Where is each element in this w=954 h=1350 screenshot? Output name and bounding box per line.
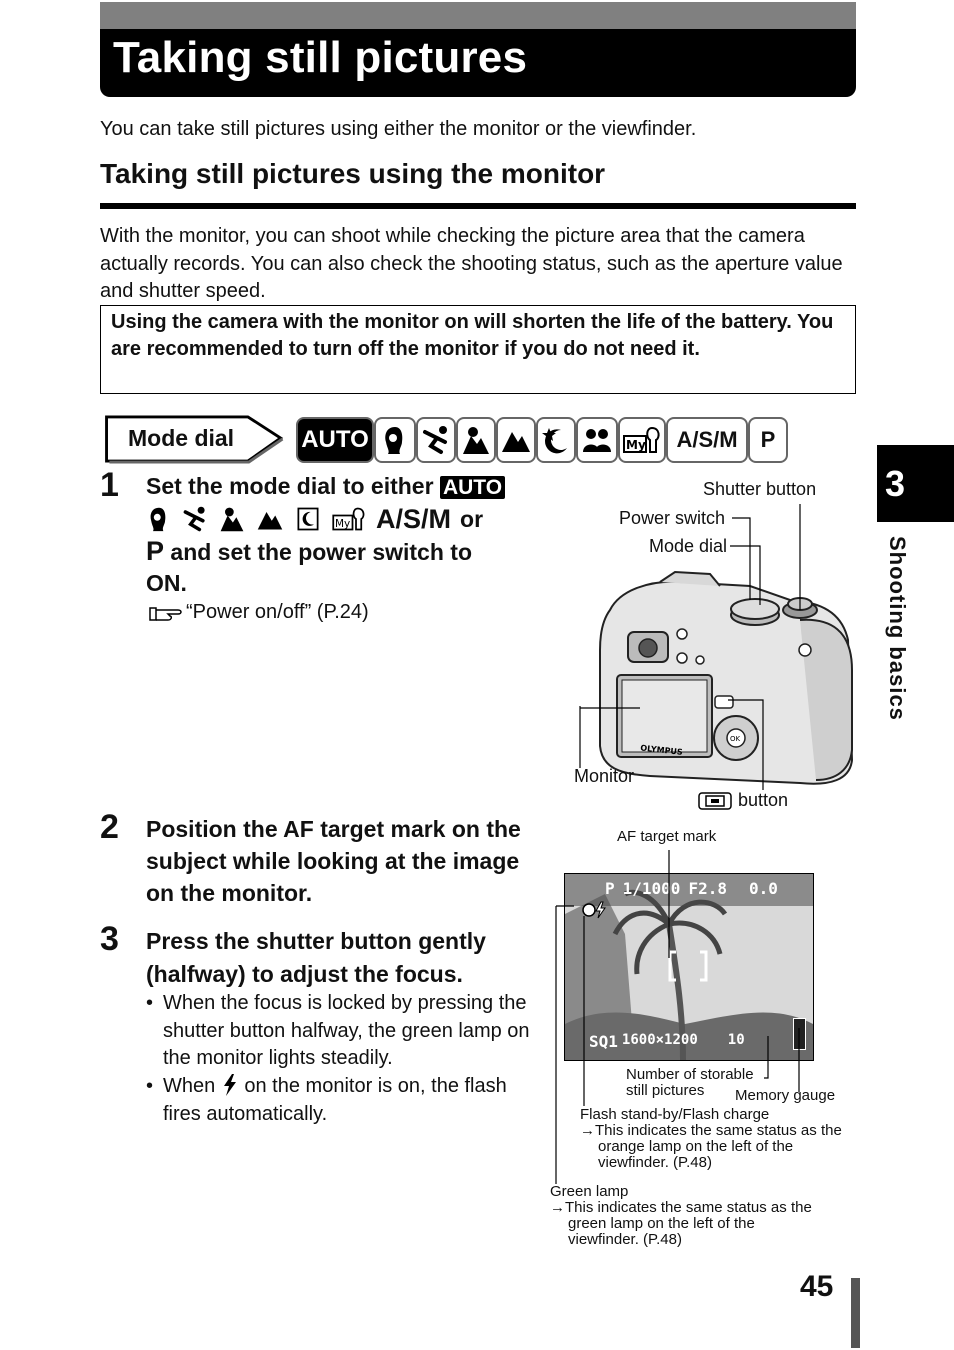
step-1-asm: A/S/M bbox=[376, 503, 452, 534]
step-1-p: P bbox=[146, 536, 165, 566]
bullet-marker-1: • bbox=[146, 992, 154, 1014]
bullet-2-post: on the monitor is on, the flash fires automatically. bbox=[163, 1075, 507, 1125]
flash-icon bbox=[221, 1073, 239, 1097]
step-1-line-3 bbox=[146, 535, 472, 568]
monitor-mode: P bbox=[605, 879, 615, 898]
svg-text:My: My bbox=[335, 517, 351, 530]
landscape-mode-icon bbox=[496, 417, 536, 463]
intro-text: You can take still pictures using either the monitor or the viewfinder. bbox=[100, 118, 697, 140]
title-banner bbox=[100, 2, 856, 97]
landscape-icon bbox=[255, 505, 285, 533]
button-label-text: button bbox=[738, 790, 789, 810]
svg-text:My: My bbox=[626, 438, 646, 452]
camera-brand: OLYMPUS bbox=[639, 743, 684, 757]
program-mode-icon: P bbox=[748, 417, 788, 463]
night-scene-icon bbox=[294, 505, 322, 533]
landscape-portrait-mode-icon bbox=[456, 417, 496, 463]
step-1-line-2 bbox=[146, 503, 483, 535]
mode-dial-callout-label: Mode dial bbox=[649, 536, 728, 556]
step-3-number: 3 bbox=[100, 920, 119, 958]
title-banner-topbar bbox=[100, 2, 856, 29]
warning-text: Using the camera with the monitor on will shorten the life of the battery. You are recommended to turn off the monitor if you do not need it. bbox=[111, 311, 834, 360]
auto-mode-icon: AUTO bbox=[296, 417, 374, 463]
page-title: Taking still pictures bbox=[113, 33, 528, 82]
monitor-record-mode: SQ1 bbox=[589, 1032, 618, 1051]
step-3-bullet-1: When the focus is locked by pressing the shutter button halfway, the green lamp on the monitor lights steadily. bbox=[163, 992, 530, 1069]
step-2-text: Position the AF target mark on the subject while looking at the image on the monitor. bbox=[146, 816, 521, 906]
sport-icon bbox=[181, 505, 209, 533]
memory-gauge-label: Memory gauge bbox=[735, 1087, 836, 1104]
step-3-bullet-2 bbox=[163, 1073, 533, 1128]
mode-dial-label: Mode dial bbox=[128, 425, 235, 451]
self-portrait-mode-icon bbox=[576, 417, 618, 463]
portrait-icon bbox=[146, 505, 172, 533]
section-body: With the monitor, you can shoot while checking the picture area that the camera actually records. You can also check the shooting status, such as the aperture value and shutter speed. bbox=[100, 225, 843, 302]
shutter-button-label: Shutter button bbox=[703, 479, 817, 499]
green-lamp-desc: →This indicates the same status as the green lamp on the left of the viewfinder. (P.48) bbox=[550, 1199, 812, 1248]
night-scene-mode-icon bbox=[536, 417, 576, 463]
flash-standby-title: Flash stand-by/Flash charge bbox=[580, 1106, 770, 1123]
step-1-number: 1 bbox=[100, 466, 119, 504]
flash-standby-desc: →This indicates the same status as the orange lamp on the left of the viewfinder. (P.48) bbox=[580, 1122, 842, 1171]
section-rule bbox=[100, 203, 856, 209]
monitor-button-icon bbox=[698, 792, 732, 810]
step-1-or: or bbox=[460, 505, 484, 532]
step-1-text-a: Set the mode dial to either bbox=[146, 473, 434, 499]
step-1-line-1 bbox=[146, 470, 505, 504]
step-1-line-4: ON. bbox=[146, 570, 187, 596]
power-switch-label: Power switch bbox=[619, 508, 726, 528]
bullet-marker-2: • bbox=[146, 1075, 154, 1097]
storable-pictures-label: Number of storable still pictures bbox=[626, 1066, 754, 1099]
step-1-reference bbox=[148, 601, 369, 624]
monitor-button-label bbox=[698, 790, 788, 811]
green-lamp-title: Green lamp bbox=[550, 1183, 629, 1200]
chapter-label: Shooting basics bbox=[885, 536, 910, 721]
section-heading: Taking still pictures using the monitor bbox=[100, 158, 606, 189]
portrait-mode-icon bbox=[374, 417, 416, 463]
step-1-ref-text: “Power on/off” (P.24) bbox=[186, 601, 369, 623]
ok-label: OK bbox=[730, 735, 741, 743]
step-1-text-b: and set the power switch to bbox=[170, 539, 473, 565]
monitor-exposure: 0.0 bbox=[748, 879, 778, 898]
step-1-auto-icon: AUTO bbox=[440, 476, 505, 499]
monitor-storable-count: 10 bbox=[727, 1032, 745, 1048]
landscape-portrait-icon bbox=[218, 505, 246, 533]
warning-box bbox=[100, 305, 856, 394]
asm-mode-icon: A/S/M bbox=[666, 417, 748, 463]
page-number-bar bbox=[851, 1278, 860, 1348]
monitor-shutter: 1/1000 bbox=[622, 879, 681, 898]
pointing-hand-icon bbox=[148, 602, 184, 624]
my-mode-icon bbox=[618, 417, 666, 463]
monitor-resolution: 1600×1200 bbox=[621, 1032, 698, 1048]
bullet-2-pre: When bbox=[163, 1075, 216, 1097]
sport-mode-icon bbox=[416, 417, 456, 463]
monitor-aperture: F2.8 bbox=[688, 879, 727, 898]
af-target-label: AF target mark bbox=[617, 828, 717, 845]
my-mode-icon bbox=[331, 505, 367, 533]
monitor-label: Monitor bbox=[574, 766, 635, 786]
step-3-text: Press the shutter button gently (halfway) to adjust the focus. bbox=[146, 928, 486, 987]
step-2-number: 2 bbox=[100, 808, 119, 846]
chapter-tab: 3 bbox=[877, 445, 954, 522]
page-number: 45 bbox=[800, 1270, 834, 1303]
